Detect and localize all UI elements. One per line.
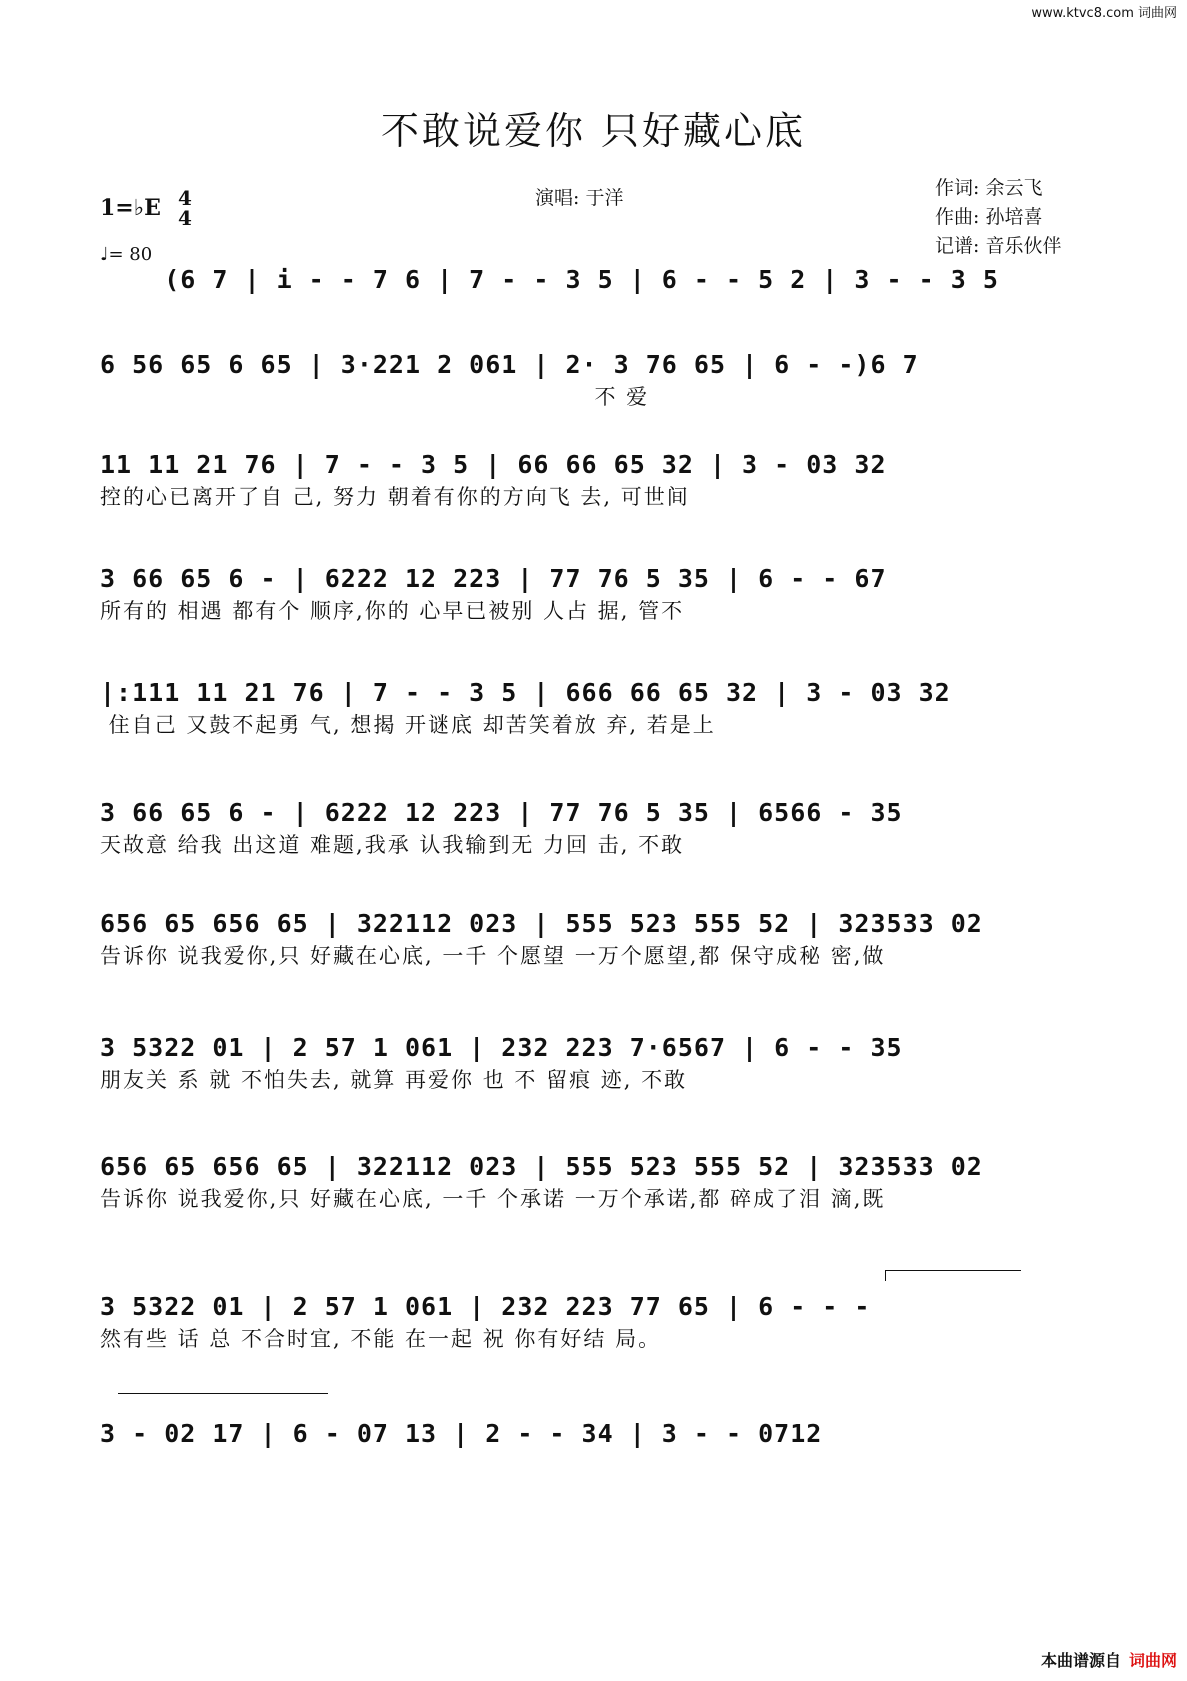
singer-credit: 演唱: 于洋 <box>535 187 624 209</box>
notes-line: 3 66 65 6 - | 6222 12 223 | 77 76 5 35 | 6 - - 67 <box>100 564 887 593</box>
time-signature <box>178 188 192 228</box>
source-label: 本曲谱源自 <box>1040 1651 1121 1670</box>
score-row <box>100 1417 1090 1481</box>
score-row <box>100 348 1090 412</box>
notes-line: 656 65 656 65 | 322112 023 | 555 523 555 52 | 323533 02 <box>100 909 983 938</box>
lyricist-credit: 作词: 余云飞 <box>935 177 1043 199</box>
lyrics-line: 天故意 给我 出这道 难题,我承 认我输到无 力回 击, 不敢 <box>100 833 685 857</box>
lyrics-line: 控的心已离开了自 己, 努力 朝着有你的方向飞 去, 可世间 <box>100 485 690 509</box>
score-row <box>100 1150 1090 1214</box>
source-brand: 词曲网 <box>1128 1651 1177 1670</box>
score-row <box>100 796 1090 860</box>
score-row <box>100 1031 1090 1095</box>
notes-line: 3 5322 01 | 2 57 1 061 | 232 223 77 65 | 6 - - - <box>100 1292 871 1321</box>
lyrics-line <box>100 1451 1090 1481</box>
lyrics-line: 所有的 相遇 都有个 顺序,你的 心早已被别 人占 据, 管不 <box>100 599 685 623</box>
time-signature-bottom: 4 <box>178 206 192 230</box>
credits <box>935 174 1061 261</box>
lyrics-line: 然有些 话 总 不合时宜, 不能 在一起 祝 你有好结 局。 <box>100 1327 662 1351</box>
lyrics-line: 朋友关 系 就 不怕失去, 就算 再爱你 也 不 留痕 迹, 不敢 <box>100 1068 688 1092</box>
notes-line: 656 65 656 65 | 322112 023 | 555 523 555 52 | 323533 02 <box>100 1152 983 1181</box>
tempo-marking: ♩= 80 <box>100 244 153 265</box>
page-title: 不敢说爱你 只好藏心底 <box>380 109 807 153</box>
key-signature: 1=♭E <box>100 195 161 221</box>
notes-line: (6 7 | i - - 7 6 | 7 - - 3 5 | 6 - - 5 2 | 3 - - 3 5 <box>100 265 999 294</box>
score-row <box>100 1290 1090 1354</box>
time-signature-top: 4 <box>178 186 192 210</box>
lyrics-line: 不 爱 <box>100 385 650 409</box>
score-row <box>100 907 1090 971</box>
notes-line: 3 66 65 6 - | 6222 12 223 | 77 76 5 35 | 6566 - 35 <box>100 798 903 827</box>
notes-line: 11 11 21 76 | 7 - - 3 5 | 66 66 65 32 | 3 - 03 32 <box>100 450 887 479</box>
lyrics-line: 告诉你 说我爱你,只 好藏在心底, 一千 个承诺 一万个承诺,都 碎成了泪 滴,既 <box>100 1187 886 1211</box>
lyrics-line: 住自己 又鼓不起勇 气, 想揭 开谜底 却苦笑着放 弃, 若是上 <box>100 713 716 737</box>
composer-credit: 作曲: 孙培喜 <box>935 206 1043 228</box>
notes-line: |:111 11 21 76 | 7 - - 3 5 | 666 66 65 32 | 3 - 03 32 <box>100 678 951 707</box>
score-row <box>100 676 1090 740</box>
site-watermark: www.ktvc8.com 词曲网 <box>1031 6 1177 21</box>
lyrics-line <box>100 297 1090 327</box>
section-divider <box>118 1393 328 1394</box>
transcriber-credit: 记谱: 音乐伙伴 <box>935 235 1062 257</box>
notes-line: 3 5322 01 | 2 57 1 061 | 232 223 7·6567 | 6 - - 35 <box>100 1033 903 1062</box>
lyrics-line: 告诉你 说我爱你,只 好藏在心底, 一千 个愿望 一万个愿望,都 保守成秘 密,做 <box>100 944 886 968</box>
score-row <box>100 448 1090 512</box>
volta-bracket <box>885 1270 1021 1281</box>
notes-line: 3 - 02 17 | 6 - 07 13 | 2 - - 34 | 3 - - 0712 <box>100 1419 823 1448</box>
score-row <box>100 263 1090 327</box>
notes-line: 6 56 65 6 65 | 3·221 2 061 | 2· 3 76 65 | 6 - -)6 7 <box>100 350 919 379</box>
source-credit <box>1041 1648 1177 1671</box>
score-row <box>100 562 1090 626</box>
